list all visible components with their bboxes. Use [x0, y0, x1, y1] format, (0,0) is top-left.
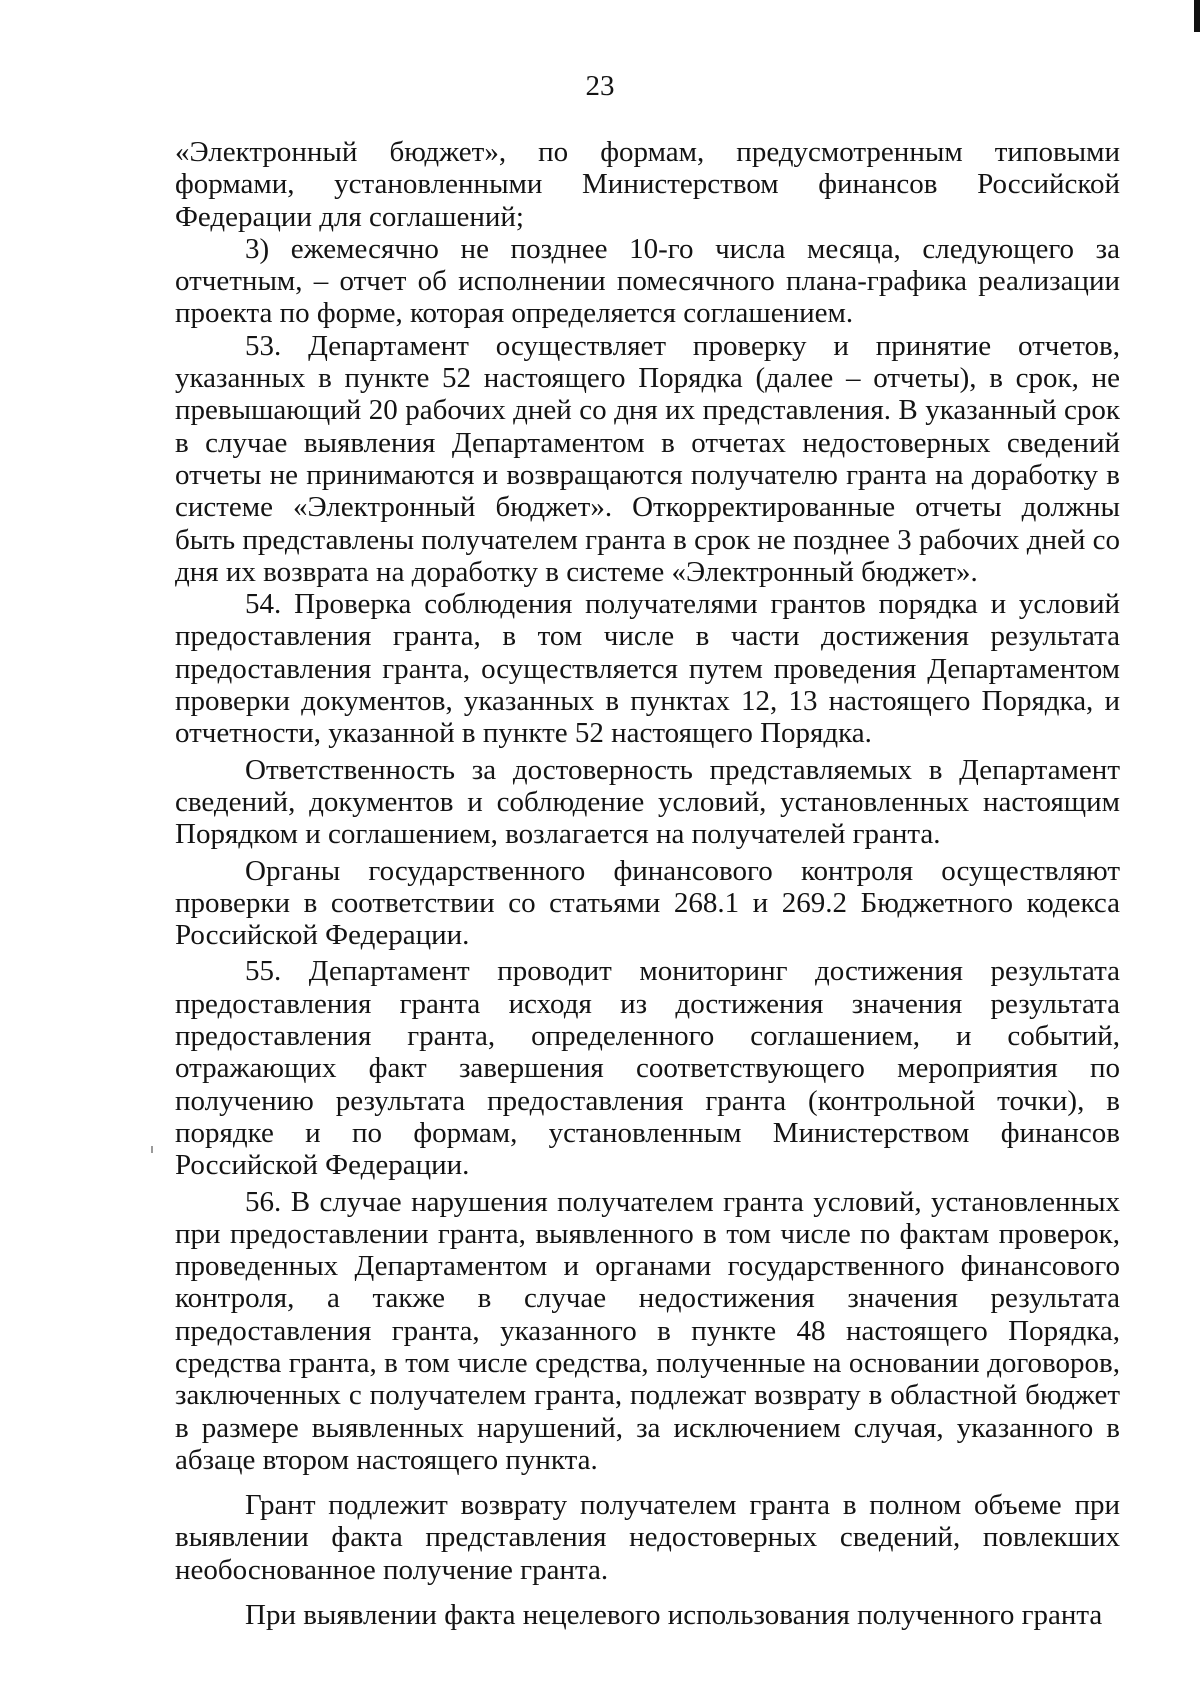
paragraph-financial-control: Органы государственного финансового контроля осуществляют проверки в соответствии со статьями 268.1 и 269.2 Бюджетного кодекса Российской Федерации.	[175, 854, 1120, 952]
paragraph-grant-return: Грант подлежит возврату получателем гранта в полном объеме при выявлении факта представления недостоверных сведений, повлекших необоснованное получение гранта.	[175, 1489, 1120, 1586]
document-body	[175, 136, 1120, 1631]
scan-margin-speck	[151, 1146, 153, 1153]
paragraph-item-55: 55. Департамент проводит мониторинг достижения результата предоставления гранта исходя из достижения значения результата предоставления гранта, определенного соглашением, и событий, отражающих факт завершения соответствующего мероприятия по получению результата предоставления гранта (контрольной точки), в порядке и по формам, установленным Министерством финансов Российской Федерации.	[175, 955, 1120, 1182]
paragraph-item-54: 54. Проверка соблюдения получателями грантов порядка и условий предоставления гранта, в том числе в части достижения результата предоставления гранта, осуществляется путем проведения Департаментом проверки документов, указанных в пунктах 12, 13 настоящего Порядка, и отчетности, указанной в пункте 52 настоящего Порядка.	[175, 588, 1120, 750]
page-number: 23	[585, 70, 615, 102]
paragraph-responsibility: Ответственность за достоверность представляемых в Департамент сведений, документов и соблюдение условий, установленных настоящим Порядком и соглашением, возлагается на получателей гранта.	[175, 753, 1120, 851]
paragraph-item-53: 53. Департамент осуществляет проверку и принятие отчетов, указанных в пункте 52 настоящего Порядка (далее – отчеты), в срок, не превышающий 20 рабочих дней со дня их представления. В указанный срок в случае выявления Департаментом в отчетах недостоверных сведений отчеты не принимаются и возвращаются получателю гранта на доработку в системе «Электронный бюджет». Откорректированные отчеты должны быть представлены получателем гранта в срок не позднее 3 рабочих дней со дня их возврата на доработку в системе «Электронный бюджет».	[175, 329, 1120, 588]
paragraph-subitem-3: 3) ежемесячно не позднее 10-го числа месяца, следующего за отчетным, – отчет об исполнении помесячного плана-графика реализации проекта по форме, которая определяется соглашением.	[175, 232, 1120, 330]
paragraph-item-56: 56. В случае нарушения получателем гранта условий, установленных при предоставлении гранта, выявленного в том числе по фактам проверок, проведенных Департаментом и органами государственного финансового контроля, а также в случае недостижения значения результата предоставления гранта, указанного в пункте 48 настоящего Порядка, средства гранта, в том числе средства, полученные на основании договоров, заключенных с получателем гранта, подлежат возврату в областной бюджет в размере выявленных нарушений, за исключением случая, указанного в абзаце втором настоящего пункта.	[175, 1185, 1120, 1476]
paragraph-misuse: При выявлении факта нецелевого использования полученного гранта	[245, 1599, 1103, 1632]
paragraph-continuation: «Электронный бюджет», по формам, предусмотренным типовыми формами, установленными Министерством финансов Российской Федерации для соглашений;	[175, 136, 1120, 233]
scan-edge-mark	[1194, 0, 1200, 32]
